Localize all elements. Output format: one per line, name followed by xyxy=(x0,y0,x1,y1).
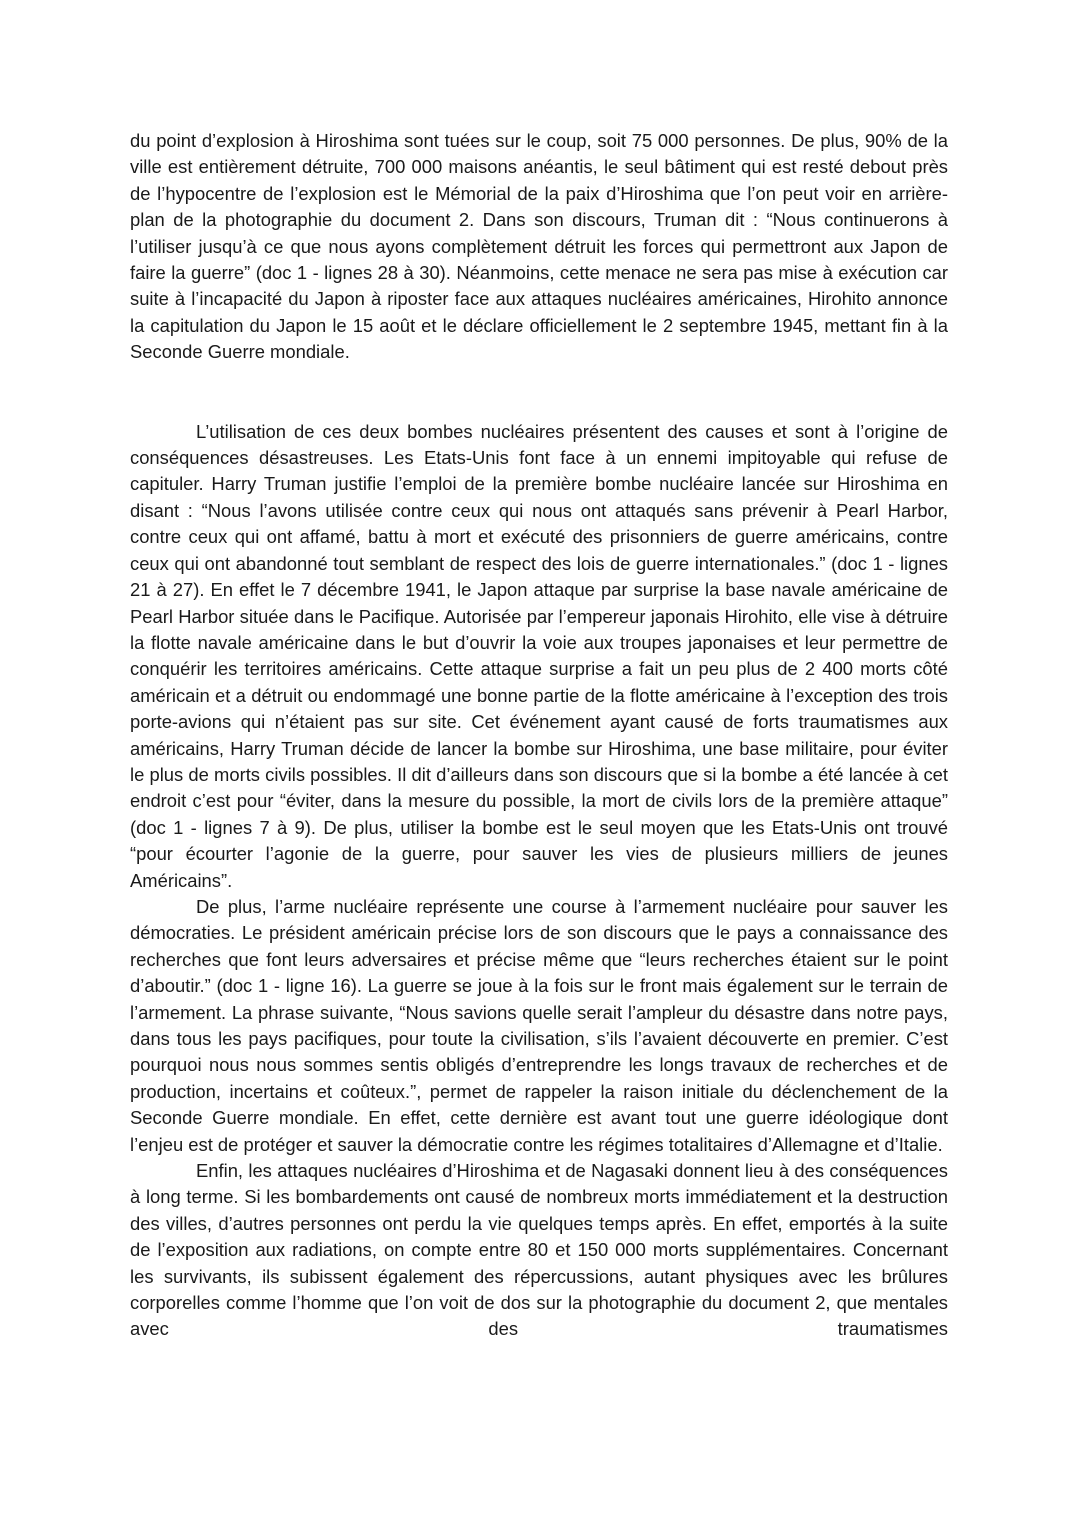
paragraph-long-term-consequences: Enfin, les attaques nucléaires d’Hiroshima et de Nagasaki donnent lieu à des conséquences à long terme. Si les bombardements ont causé de nombreux morts immédiatement et la destruction des villes, d’autres personnes ont perdu la vie quelques temps après. En effet, emportés à la suite de l’exposition aux radiations, on compte entre 80 et 150 000 morts supplémentaires. Concernant les survivants, ils subissent également des répercussions, autant physiques avec les brûlures corporelles comme l’homme que l’on voit de dos sur la photographie du document 2, que mentales avec des traumatismes xyxy=(130,1160,948,1340)
document-page xyxy=(130,128,948,1343)
paragraph-arms-race: De plus, l’arme nucléaire représente une course à l’armement nucléaire pour sauver les démocraties. Le président américain précise lors de son discours que le pays a connaissance des recherches que font leurs adversaires et précise même que “leurs recherches étaient sur le point d’aboutir.” (doc 1 - ligne 16). La guerre se joue à la fois sur le front mais également sur le terrain de l’armement. La phrase suivante, “Nous savions quelle serait l’ampleur du désastre dans notre pays, dans tous les pays pacifiques, pour toute la civilisation, s’ils l’avaient découverte en premier. C’est pourquoi nous nous sommes sentis obligés d’entreprendre les longs travaux de recherches et de production, incertains et coûteux.”, permet de rappeler la raison initiale du déclenchement de la Seconde Guerre mondiale. En effet, cette dernière est avant tout une guerre idéologique dont l’enjeu est de protéger et sauver la démocratie contre les régimes totalitaires d’Allemagne et d’Italie. xyxy=(130,895,948,1155)
paragraph-causes: L’utilisation de ces deux bombes nucléaires présentent des causes et sont à l’origine de conséquences désastreuses. Les Etats-Unis font face à un ennemi impitoyable qui refuse de capituler. Harry Truman justifie l’emploi de la première bombe nucléaire lancée sur Hiroshima en disant : “Nous l’avons utilisée contre ceux qui nous ont attaqués sans prévenir à Pearl Harbor, contre ceux qui ont affamé, battu à mort et exécuté des prisonniers de guerre américains, contre ceux qui ont abandonné tout semblant de respect des lois de guerre internationales.” (doc 1 - lignes 21 à 27). En effet le 7 décembre 1941, le Japon attaque par surprise la base navale américaine de Pearl Harbor située dans le Pacifique. Autorisée par l’empereur japonais Hirohito, elle vise à détruire la flotte navale américaine dans le but d’ouvrir la voie aux troupes japonaises et leur permettre de conquérir les territoires américains. Cette attaque surprise a fait un peu plus de 2 400 morts côté américain et a détruit ou endommagé une bonne partie de la flotte américaine à l’exception des trois porte-avions qui n’étaient pas sur site. Cet événement ayant causé de forts traumatismes aux américains, Harry Truman décide de lancer la bombe sur Hiroshima, une base militaire, pour éviter le plus de morts civils possibles. Il dit d’ailleurs dans son discours que si la bombe a été lancée à cet endroit c’est pour “éviter, dans la mesure du possible, la mort de civils lors de la première attaque” (doc 1 - lignes 7 à 9). De plus, utiliser la bombe est le seul moyen que les Etats-Unis ont trouvé “pour écourter l’agonie de la guerre, pour sauver les vies de plusieurs milliers de jeunes Américains”. xyxy=(130,420,948,891)
paragraph-spacer xyxy=(130,366,948,419)
paragraph-aftermath: du point d’explosion à Hiroshima sont tuées sur le coup, soit 75 000 personnes. De plus, 90% de la ville est entièrement détruite, 700 000 maisons anéantis, le seul bâtiment qui est resté debout près de l’hypocentre de l’explosion est le Mémorial de la paix d’Hiroshima que l’on peut voir en arrière-plan de la photographie du document 2. Dans son discours, Truman dit : “Nous continuerons à l’utiliser jusqu’à ce que nous ayons complètement détruit les forces qui permettront aux Japon de faire la guerre” (doc 1 - lignes 28 à 30). Néanmoins, cette menace ne sera pas mise à exécution car suite à l’incapacité du Japon à riposter face aux attaques nucléaires américaines, Hirohito annonce la capitulation du Japon le 15 août et le déclare officiellement le 2 septembre 1945, mettant fin à la Seconde Guerre mondiale. xyxy=(130,130,948,363)
